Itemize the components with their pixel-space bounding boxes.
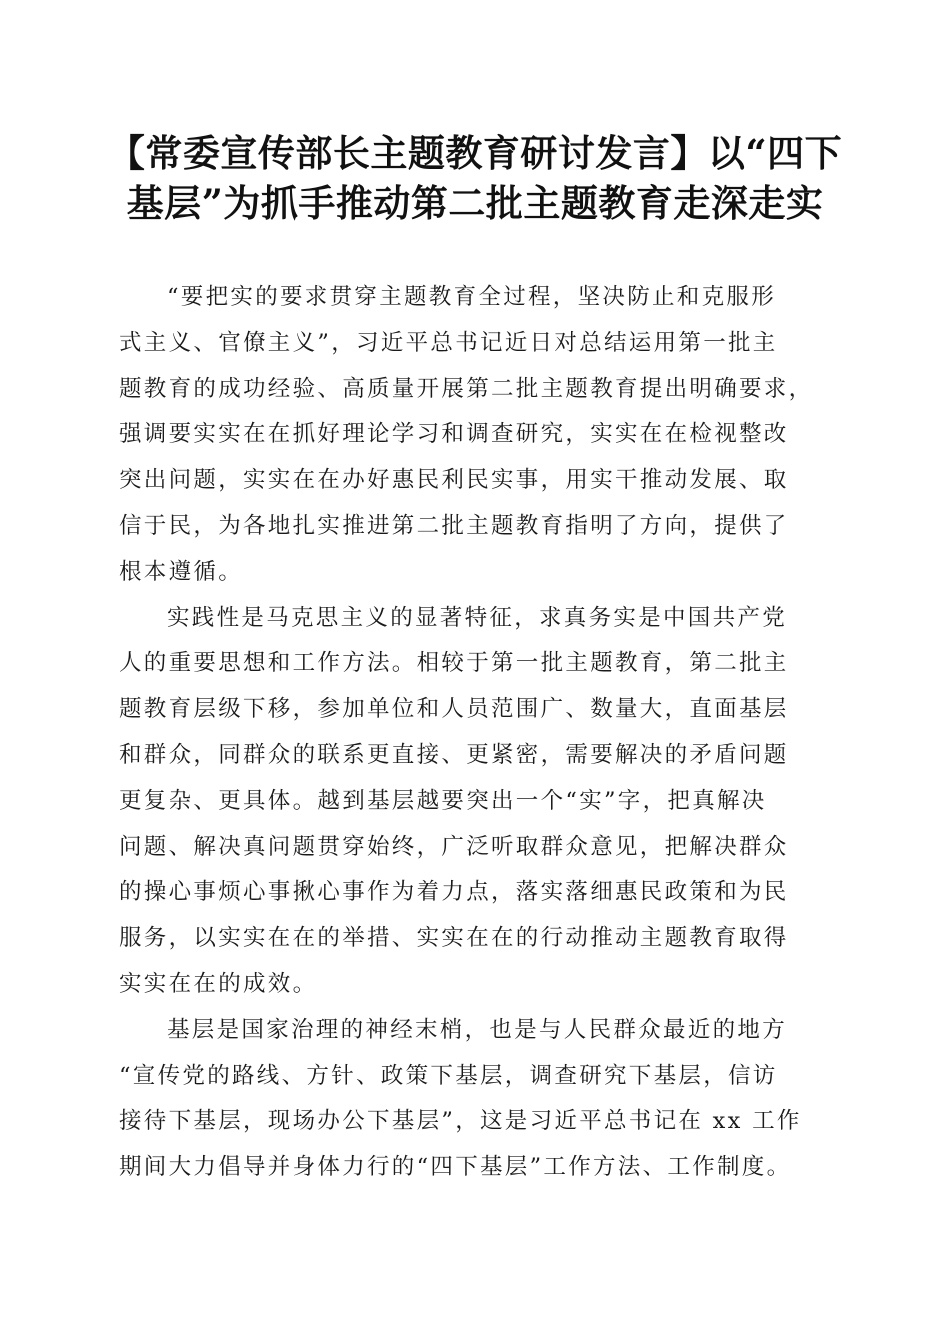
text-line: 题教育层级下移，参加单位和人员范围广、数量大，直面基层 (119, 696, 789, 723)
text-line: 服务，以实实在在的举措、实实在在的行动推动主题教育取得 (119, 925, 789, 952)
text-line: 和群众，同群众的联系更直接、更紧密，需要解决的矛盾问题 (119, 741, 789, 768)
text-line: 接待下基层，现场办公下基层”，这是习近平总书记在 xx 工作 (119, 1108, 802, 1135)
text-line: 式主义、官僚主义”，习近平总书记近日对总结运用第一批主 (119, 329, 778, 356)
text-line: 强调要实实在在抓好理论学习和调查研究，实实在在检视整改 (119, 421, 789, 448)
text-line: 突出问题，实实在在办好惠民利民实事，用实干推动发展、取 (119, 467, 789, 494)
text-line: 信于民，为各地扎实推进第二批主题教育指明了方向，提供了 (119, 512, 789, 539)
document-body (119, 275, 839, 1191)
document-title (90, 128, 860, 228)
text-line: 的操心事烦心事揪心事作为着力点，落实落细惠民政策和为民 (119, 879, 789, 906)
text-line: 根本遵循。 (119, 558, 244, 585)
paragraph-2 (119, 596, 839, 1008)
paragraph-1 (119, 275, 839, 596)
text-line: 人的重要思想和工作方法。相较于第一批主题教育，第二批主 (119, 650, 789, 677)
text-line: “宣传党的路线、方针、政策下基层，调查研究下基层，信访 (119, 1062, 778, 1089)
text-line: “要把实的要求贯穿主题教育全过程，坚决防止和克服形 (167, 284, 777, 310)
title-line: 【常委宣传部长主题教育研讨发言】以“四下 (107, 131, 843, 175)
text-line: 实践性是马克思主义的显著特征，求真务实是中国共产党 (167, 604, 788, 631)
title-line: 基层”为抓手推动第二批主题教育走深走实 (126, 181, 824, 225)
text-line: 更复杂、更具体。越到基层越要突出一个“实”字，把真解决 (119, 787, 767, 814)
text-line: 实实在在的成效。 (119, 970, 318, 997)
text-line: 问题、解决真问题贯穿始终，广泛听取群众意见，把解决群众 (119, 833, 789, 860)
text-line: 期间大力倡导并身体力行的“四下基层”工作方法、工作制度。 (119, 1154, 792, 1181)
text-line: 基层是国家治理的神经末梢，也是与人民群众最近的地方 (167, 1016, 788, 1043)
text-line: 题教育的成功经验、高质量开展第二批主题教育提出明确要求， (119, 375, 814, 402)
paragraph-3 (119, 1008, 839, 1191)
